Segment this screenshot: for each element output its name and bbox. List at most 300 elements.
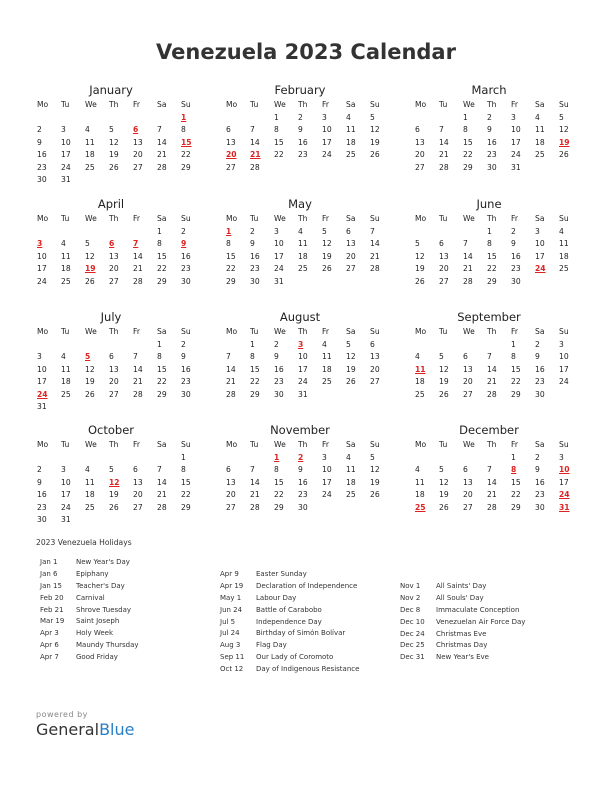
month-days — [225, 439, 393, 514]
day-cell: 9 — [37, 477, 42, 487]
day-cell: 6 — [133, 465, 138, 474]
holiday-day: 11 — [415, 364, 426, 374]
day-cell: 19 — [85, 377, 95, 386]
day-cell: 17 — [559, 477, 569, 487]
empty-cell — [438, 339, 462, 352]
day-cell: 15 — [274, 137, 284, 147]
empty-cell — [156, 112, 180, 125]
day-cell: 18 — [61, 264, 71, 273]
brand-logo[interactable] — [36, 720, 134, 739]
weekday-header: We — [274, 440, 286, 449]
day-cell: 18 — [85, 490, 95, 499]
holiday-column — [220, 569, 359, 676]
day-cell: 31 — [511, 162, 521, 172]
day-cell: 22 — [463, 150, 473, 159]
holiday-row — [220, 593, 359, 605]
holiday-row — [220, 628, 359, 640]
weekday-header: Sa — [346, 100, 356, 109]
holiday-name: Independence Day — [256, 617, 322, 626]
day-cell: 9 — [181, 352, 186, 361]
holiday-column — [400, 581, 525, 664]
day-cell: 4 — [322, 339, 327, 349]
day-cell: 11 — [298, 239, 308, 248]
holiday-day: 24 — [535, 264, 546, 273]
day-cell: 25 — [85, 502, 95, 512]
day-cell: 23 — [511, 264, 521, 273]
empty-cell — [132, 339, 156, 352]
day-cell: 26 — [370, 150, 380, 159]
empty-cell — [438, 226, 462, 239]
day-cell: 27 — [463, 389, 473, 399]
day-cell: 26 — [439, 502, 449, 512]
day-cell: 18 — [559, 251, 569, 261]
weekday-header: Fr — [133, 100, 140, 109]
day-cell: 6 — [109, 352, 114, 361]
weekday-header: We — [85, 100, 97, 109]
day-cell: 28 — [157, 502, 167, 512]
day-cell: 13 — [463, 364, 473, 374]
weekday-header: Th — [298, 214, 308, 223]
empty-cell — [36, 112, 60, 125]
day-cell: 4 — [559, 226, 564, 236]
month-days — [414, 439, 582, 514]
holiday-row — [220, 581, 359, 593]
day-cell: 22 — [157, 377, 167, 386]
holiday-row — [220, 617, 359, 629]
weekday-header: Th — [487, 327, 497, 336]
weekday-header: Sa — [346, 440, 356, 449]
day-cell: 1 — [463, 112, 468, 122]
day-cell: 19 — [109, 150, 119, 159]
day-cell: 9 — [511, 239, 516, 248]
day-cell: 19 — [439, 490, 449, 499]
day-cell: 15 — [487, 251, 497, 261]
empty-cell — [132, 112, 156, 125]
holiday-date: Dec 10 — [400, 617, 425, 626]
day-cell: 26 — [109, 502, 119, 512]
day-cell: 24 — [511, 150, 521, 159]
day-cell: 14 — [250, 137, 260, 147]
day-cell: 28 — [370, 264, 380, 273]
weekday-header: Sa — [157, 100, 167, 109]
day-cell: 28 — [133, 276, 143, 286]
day-cell: 19 — [322, 251, 332, 261]
day-cell: 31 — [61, 175, 71, 184]
holiday-day: 1 — [274, 452, 280, 462]
day-cell: 20 — [415, 150, 425, 159]
day-cell: 22 — [274, 150, 284, 159]
day-cell: 5 — [415, 239, 420, 248]
day-cell: 13 — [226, 477, 236, 487]
holiday-row — [400, 581, 525, 593]
day-cell: 7 — [157, 465, 162, 474]
day-cell: 5 — [322, 226, 327, 236]
weekday-header: Su — [370, 100, 380, 109]
day-cell: 2 — [250, 226, 255, 236]
weekday-header: Th — [298, 100, 308, 109]
day-cell: 10 — [298, 352, 308, 361]
empty-cell — [36, 339, 60, 352]
day-cell: 25 — [85, 162, 95, 172]
month-name: December — [459, 423, 519, 437]
holidays-heading: 2023 Venezuela Holidays — [36, 538, 132, 547]
day-cell: 23 — [298, 150, 308, 159]
day-cell: 30 — [181, 276, 191, 286]
day-cell: 29 — [463, 162, 473, 172]
day-cell: 12 — [85, 251, 95, 261]
holiday-row — [40, 593, 139, 605]
day-cell: 30 — [274, 389, 284, 399]
day-cell: 5 — [439, 465, 444, 474]
month-days — [225, 213, 393, 288]
day-cell: 16 — [274, 364, 284, 374]
weekday-header: We — [463, 440, 475, 449]
holiday-name: Our Lady of Coromoto — [256, 653, 334, 662]
holiday-date: Jun 24 — [220, 605, 243, 614]
day-cell: 18 — [298, 251, 308, 261]
day-cell: 19 — [370, 137, 380, 147]
day-cell: 4 — [346, 112, 351, 122]
holiday-day: 20 — [226, 150, 237, 159]
day-cell: 2 — [298, 112, 303, 122]
day-cell: 21 — [157, 490, 167, 499]
weekday-header: Su — [559, 327, 569, 336]
holiday-day: 24 — [559, 490, 570, 499]
weekday-header: Su — [181, 214, 191, 223]
weekday-header: Sa — [535, 440, 545, 449]
day-cell: 7 — [370, 226, 375, 236]
day-cell: 14 — [370, 239, 380, 248]
day-cell: 16 — [181, 364, 191, 374]
day-cell: 3 — [274, 226, 279, 236]
day-cell: 5 — [85, 239, 90, 248]
empty-cell — [60, 226, 84, 239]
day-cell: 9 — [535, 465, 540, 474]
month-days — [36, 99, 204, 187]
day-cell: 19 — [415, 264, 425, 273]
day-cell: 17 — [298, 364, 308, 374]
holiday-day: 9 — [181, 239, 187, 248]
day-cell: 28 — [250, 502, 260, 512]
day-cell: 30 — [250, 276, 260, 286]
day-cell: 12 — [439, 477, 449, 487]
day-cell: 23 — [37, 502, 47, 512]
day-cell: 4 — [85, 465, 90, 474]
day-cell: 11 — [61, 364, 71, 374]
day-cell: 10 — [559, 352, 569, 361]
holiday-name: Easter Sunday — [256, 570, 307, 578]
weekday-header: Fr — [511, 214, 518, 223]
weekday-header: Fr — [133, 440, 140, 449]
day-cell: 30 — [181, 389, 191, 399]
day-cell: 18 — [346, 477, 356, 487]
weekday-header: Tu — [439, 440, 448, 449]
day-cell: 17 — [61, 490, 71, 499]
holiday-row — [40, 581, 139, 593]
day-cell: 28 — [439, 162, 449, 172]
weekday-header: Mo — [415, 327, 427, 336]
holiday-date: Apr 3 — [40, 629, 59, 638]
holiday-day: 21 — [250, 150, 261, 159]
day-cell: 2 — [181, 339, 186, 349]
empty-cell — [60, 112, 84, 125]
holiday-name: Day of Indigenous Resistance — [256, 665, 360, 674]
holiday-name: New Year's Eve — [436, 653, 489, 662]
day-cell: 6 — [370, 339, 375, 349]
day-cell: 9 — [535, 352, 540, 361]
day-cell: 8 — [226, 239, 231, 248]
month-days — [414, 326, 582, 401]
day-cell: 12 — [370, 125, 380, 134]
day-cell: 12 — [439, 364, 449, 374]
holiday-row — [220, 640, 359, 652]
day-cell: 13 — [133, 477, 143, 487]
day-cell: 21 — [157, 150, 167, 159]
day-cell: 18 — [346, 137, 356, 147]
holiday-day: 25 — [415, 502, 426, 512]
weekday-header: Th — [109, 440, 119, 449]
day-cell: 14 — [133, 251, 143, 261]
day-cell: 3 — [511, 112, 516, 122]
day-cell: 14 — [157, 137, 167, 147]
holiday-day: 31 — [559, 502, 570, 512]
weekday-header: We — [274, 327, 286, 336]
day-cell: 24 — [61, 162, 71, 172]
holiday-date: Dec 24 — [400, 629, 425, 638]
holiday-row — [400, 605, 525, 617]
weekday-header: Su — [370, 214, 380, 223]
day-cell: 23 — [181, 264, 191, 273]
weekday-header: Su — [559, 100, 569, 109]
holiday-name: Birthday of Simón Bolívar — [256, 629, 346, 638]
day-cell: 7 — [487, 352, 492, 361]
empty-cell — [462, 226, 486, 239]
day-cell: 20 — [109, 264, 119, 273]
day-cell: 4 — [535, 112, 540, 122]
weekday-header: We — [463, 100, 475, 109]
weekday-header: Mo — [37, 214, 49, 223]
month-days — [36, 439, 204, 527]
empty-cell — [225, 452, 249, 465]
day-cell: 17 — [535, 251, 545, 261]
day-cell: 16 — [181, 251, 191, 261]
weekday-header: Mo — [226, 440, 238, 449]
day-cell: 22 — [511, 377, 521, 386]
day-cell: 25 — [298, 264, 308, 273]
day-cell: 24 — [322, 150, 332, 159]
weekday-header: Su — [559, 214, 569, 223]
day-cell: 19 — [109, 490, 119, 499]
day-cell: 20 — [133, 150, 143, 159]
day-cell: 3 — [322, 112, 327, 122]
day-cell: 1 — [511, 452, 516, 462]
holiday-date: Dec 25 — [400, 641, 425, 650]
day-cell: 12 — [346, 352, 356, 361]
day-cell: 6 — [415, 125, 420, 134]
day-cell: 30 — [298, 502, 308, 512]
day-cell: 29 — [157, 389, 167, 399]
day-cell: 2 — [37, 465, 42, 474]
empty-cell — [462, 452, 486, 465]
day-cell: 18 — [85, 150, 95, 159]
weekday-header: Fr — [133, 327, 140, 336]
day-cell: 16 — [298, 137, 308, 147]
day-cell: 20 — [439, 264, 449, 273]
day-cell: 13 — [109, 251, 119, 261]
day-cell: 21 — [226, 377, 236, 386]
day-cell: 27 — [109, 389, 119, 399]
day-cell: 31 — [61, 515, 71, 524]
empty-cell — [438, 452, 462, 465]
day-cell: 8 — [250, 352, 255, 361]
holiday-date: Mar 19 — [40, 617, 65, 626]
weekday-header: Th — [109, 100, 119, 109]
weekday-header: Sa — [157, 214, 167, 223]
day-cell: 29 — [226, 276, 236, 286]
day-cell: 2 — [535, 452, 540, 462]
day-cell: 14 — [487, 364, 497, 374]
day-cell: 26 — [85, 389, 95, 399]
weekday-header: Tu — [439, 100, 448, 109]
day-cell: 15 — [274, 477, 284, 487]
weekday-header: Mo — [226, 214, 238, 223]
day-cell: 9 — [298, 465, 303, 474]
day-cell: 2 — [511, 226, 516, 236]
page-title: Venezuela 2023 Calendar — [156, 40, 456, 64]
holiday-row — [400, 617, 525, 629]
weekday-header: Th — [298, 440, 308, 449]
day-cell: 11 — [85, 137, 95, 147]
weekday-header: Su — [559, 440, 569, 449]
holiday-date: Oct 12 — [220, 665, 244, 674]
month-name: August — [279, 310, 321, 324]
day-cell: 13 — [133, 137, 143, 147]
empty-cell — [132, 226, 156, 239]
holiday-day: 24 — [37, 389, 48, 399]
day-cell: 10 — [274, 239, 284, 248]
day-cell: 6 — [226, 125, 231, 134]
month-days — [36, 213, 204, 288]
day-cell: 24 — [37, 276, 47, 286]
weekday-header: Tu — [250, 327, 259, 336]
day-cell: 18 — [322, 364, 332, 374]
day-cell: 22 — [226, 264, 236, 273]
day-cell: 5 — [346, 339, 351, 349]
holiday-date: Apr 6 — [40, 641, 59, 650]
day-cell: 2 — [181, 226, 186, 236]
holiday-name: Declaration of Independence — [256, 581, 358, 590]
weekday-header: Fr — [322, 100, 329, 109]
day-cell: 11 — [322, 352, 332, 361]
day-cell: 13 — [463, 477, 473, 487]
day-cell: 14 — [439, 137, 449, 147]
weekday-header: We — [463, 214, 475, 223]
day-cell: 7 — [250, 465, 255, 474]
holiday-date: Jan 15 — [40, 581, 62, 590]
day-cell: 27 — [226, 502, 236, 512]
holiday-row — [400, 629, 525, 641]
day-cell: 23 — [37, 162, 47, 172]
day-cell: 13 — [415, 137, 425, 147]
holiday-day: 12 — [109, 477, 120, 487]
empty-cell — [462, 339, 486, 352]
day-cell: 29 — [250, 389, 260, 399]
day-cell: 6 — [226, 465, 231, 474]
day-cell: 23 — [274, 377, 284, 386]
day-cell: 9 — [250, 239, 255, 248]
weekday-header: We — [85, 214, 97, 223]
day-cell: 27 — [346, 264, 356, 273]
weekday-header: Mo — [37, 327, 49, 336]
day-cell: 30 — [535, 502, 545, 512]
day-cell: 12 — [85, 364, 95, 374]
day-cell: 21 — [463, 264, 473, 273]
empty-cell — [132, 452, 156, 465]
day-cell: 4 — [61, 239, 66, 248]
day-cell: 2 — [535, 339, 540, 349]
day-cell: 12 — [109, 137, 119, 147]
day-cell: 13 — [109, 364, 119, 374]
weekday-header: Th — [487, 214, 497, 223]
day-cell: 21 — [487, 377, 497, 386]
day-cell: 1 — [157, 339, 162, 349]
empty-cell — [414, 112, 438, 125]
weekday-header: Fr — [511, 100, 518, 109]
empty-cell — [108, 339, 132, 352]
weekday-header: Mo — [415, 440, 427, 449]
day-cell: 24 — [274, 264, 284, 273]
holiday-day: 6 — [109, 239, 115, 248]
holiday-name: Holy Week — [76, 629, 114, 638]
weekday-header: Fr — [322, 440, 329, 449]
weekday-header: We — [274, 100, 286, 109]
holiday-name: Shrove Tuesday — [76, 605, 132, 614]
day-cell: 16 — [511, 251, 521, 261]
day-cell: 22 — [181, 150, 191, 159]
holiday-name: New Year's Day — [76, 558, 130, 566]
weekday-header: Mo — [415, 214, 427, 223]
day-cell: 30 — [37, 175, 47, 184]
day-cell: 6 — [346, 226, 351, 236]
holiday-row — [40, 605, 139, 617]
holiday-name: Epiphany — [76, 569, 109, 578]
day-cell: 29 — [511, 502, 521, 512]
day-cell: 6 — [463, 465, 468, 474]
day-cell: 30 — [511, 276, 521, 286]
holiday-day: 19 — [559, 137, 570, 147]
day-cell: 28 — [226, 389, 236, 399]
empty-cell — [84, 452, 108, 465]
holiday-day: 10 — [559, 465, 570, 474]
day-cell: 30 — [37, 515, 47, 524]
month-name: May — [288, 197, 312, 211]
day-cell: 27 — [133, 502, 143, 512]
day-cell: 1 — [274, 112, 279, 122]
holiday-date: Feb 21 — [40, 605, 64, 614]
month-name: July — [100, 310, 122, 324]
holiday-day: 19 — [85, 264, 96, 273]
day-cell: 2 — [37, 125, 42, 134]
day-cell: 17 — [61, 150, 71, 159]
holiday-row — [40, 628, 139, 640]
weekday-header: Th — [109, 214, 119, 223]
weekday-header: Th — [298, 327, 308, 336]
day-cell: 22 — [274, 490, 284, 499]
day-cell: 16 — [535, 477, 545, 487]
weekday-header: Fr — [511, 440, 518, 449]
day-cell: 27 — [463, 502, 473, 512]
holiday-day: 15 — [181, 137, 192, 147]
